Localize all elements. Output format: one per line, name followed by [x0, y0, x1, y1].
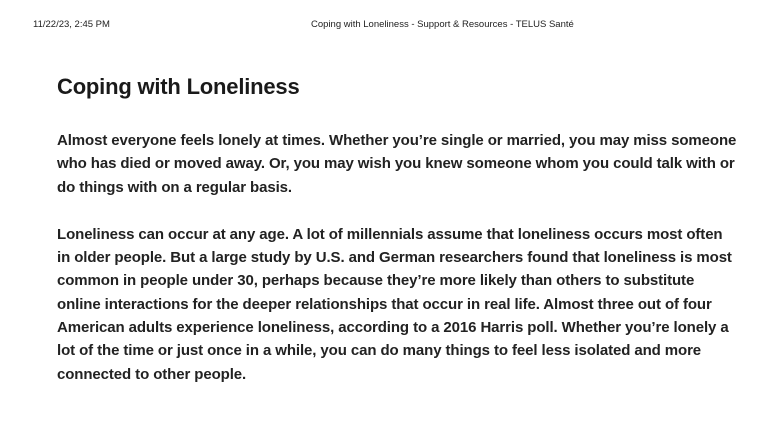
print-datetime: 11/22/23, 2:45 PM: [33, 19, 110, 30]
article-title: Coping with Loneliness: [57, 74, 300, 99]
print-page-title: Coping with Loneliness - Support & Resources - TELUS Santé: [311, 19, 574, 30]
print-header: [0, 19, 784, 33]
article: [57, 72, 737, 410]
article-paragraph-2: Loneliness can occur at any age. A lot of millennials assume that loneliness occurs most often in older people. But a large study by U.S. and German researchers found that loneliness is most common in people under 30, perhaps because they’re more likely than others to substitute online interactions for the deeper relationships that occur in real life. Almost three out of four American adults experience loneliness, according to a 2016 Harris poll. Whether you’re lonely a lot of the time or just once in a while, you can do many things to feel less isolated and more connected to other people.: [57, 225, 732, 383]
article-paragraph-1: Almost everyone feels lonely at times. Whether you’re single or married, you may miss someone who has died or moved away. Or, you may wish you knew someone whom you could talk with or do things with on a regular basis.: [57, 132, 737, 196]
